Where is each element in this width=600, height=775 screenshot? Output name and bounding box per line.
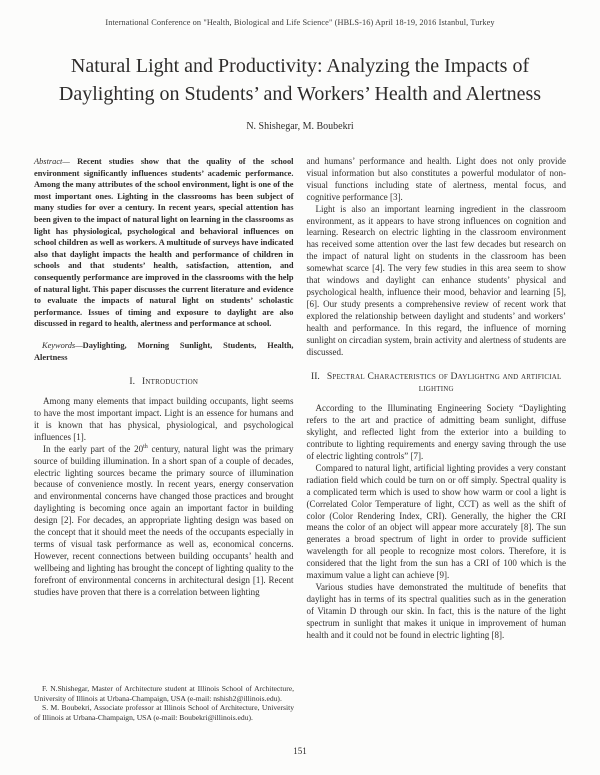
- keywords-text: Daylighting, Morning Sunlight, Students, Health, Alertness: [34, 340, 294, 362]
- right-paragraph-4: Compared to natural light, artificial lighting provides a very constant radiation field which could be turn on or off simply. Spectral quality is a complicated term which is used to show how warm or cool a light is (Correlated Color Temperature of light, CCT) as well as the shift of color (Color Rendering Index, CRI). Generally, the higher the CRI means the color of an object will appear more accurately [8]. The sun generates a broad spectrum of light in order to provide sufficient wavelength for all people to recognize most colors. Therefore, it is considered that the light from the sun has a CRI of 100 which is the maximum value a light can achieve [9].: [306, 462, 566, 581]
- abstract-label: Abstract—: [34, 157, 78, 166]
- intro-paragraph-2: [34, 444, 294, 599]
- abstract-paragraph: [34, 156, 294, 330]
- right-paragraph-2: Light is also an important learning ingredient in the classroom environment, as it appears to have strong influences on cognition and learning. Research on electric lighting in the classroom environment has received some attention over the last few decades but research on the impact of natural light on students in the classroom has been somewhat scarce [4]. The very few studies in this area seem to show that windows and daylight can enhance students’ physical and psychological health, influence their mood, behavior and learning [5], [6]. Our study presents a comprehensive review of recent work that explored the relationship between daylight and students’ and workers’ health and performance. In this regard, the influence of morning sunlight on circadian system, brain activity and alertness of students are discussed.: [306, 203, 566, 357]
- intro-paragraph-2-post: century, natural light was the primary source of building illumination. In a short span of a couple of decades, electric lighting sources became the primary source of illumination because of convenience mostly. In recent years, energy conservation and environmental concerns have changed those practices and brought daylighting is becoming once again an important factor in building design [2]. For decades, an appropriate lighting design was based on the concept that it should meet the needs of the occupants especially in terms of visual task performance as well as, economical concerns. However, recent connections between building occupants’ health and wellbeing and lighting has brought the concept of lighting quality to the forefront of environmental concerns in architectural design [1]. Recent studies have proven that there is a correlation between lighting: [34, 443, 294, 597]
- left-column: [34, 156, 294, 642]
- section-title-spectral: Spectral Characteristics of Daylightng and artificial lighting: [326, 371, 562, 395]
- footnote-block: [34, 684, 294, 723]
- footnote-author-2: S. M. Boubekri, Associate professor at Illinois School of Architecture, University of Illinois at Urbana-Champaign, USA (e-mail: Boubekri@illinois.edu).: [34, 703, 294, 723]
- two-column-body: [0, 156, 600, 642]
- footnote-author-1: F. N.Shishegar, Master of Architecture student at Illinois School of Architecture, University of Illinois at Urbana-Champaign, USA (e-mail: nshish2@illinois.edu).: [34, 684, 294, 703]
- section-heading-spectral: [307, 371, 567, 395]
- abstract-text: Recent studies show that the quality of the school environment significantly influences students’ academic performance. Among the many attributes of the school environment, light is one of the most important ones. Lighting in the classrooms has been subject of many studies for over a century. In recent years, special attention has been given to the impact of natural light on learning in the classrooms as light has physiological, psychological and behavioral influences on school children as well as workers. A multitude of surveys have indicated also that daylight impacts the health and performance of children in schools and that students’ health, satisfaction, attention, and consequently performance are improved in the classrooms with the help of natural light. This paper discusses the current literature and evidence to evaluate the impacts of natural light on students’ scholastic performance. Issues of timing and exposure to daylight are also discussed in regard to health, alertness and performance at school.: [34, 157, 294, 329]
- section-title-intro: Introduction: [141, 376, 199, 388]
- intro-paragraph-1: Among many elements that impact building occupants, light seems to have the most important impact. Light is an essence for humans and it is known that has physical, physiological, and psychological influences [1].: [34, 396, 294, 442]
- intro-paragraph-2-pre: In the early part of the 20: [43, 443, 144, 454]
- right-paragraph-3: According to the Illuminating Engineering Society “Daylighting refers to the art and practice of admitting beam sunlight, diffuse skylight, and reflected light from the exterior into a building to contribute to lighting requirements and energy saving through the use of electric lighting controls” [7].: [306, 403, 566, 462]
- section-number-intro: I.: [129, 376, 135, 388]
- keywords-paragraph: [34, 340, 294, 363]
- section-number-spectral: II.: [311, 371, 320, 383]
- right-paragraph-1: and humans’ performance and health. Light does not only provide visual information but also constitutes a powerful modulator of non-visual functions including state of alertness, mental focus, and cognitive performance [3].: [306, 156, 566, 202]
- authors-line: N. Shishegar, M. Boubekri: [246, 121, 354, 132]
- page-number: 151: [293, 746, 307, 756]
- ordinal-superscript: th: [143, 443, 148, 450]
- section-heading-introduction: [34, 376, 294, 388]
- right-column: [307, 156, 567, 642]
- paper-title: Natural Light and Productivity: Analyzing the Impacts of Daylighting on Students’ and Workers’ Health and Alertness: [58, 55, 542, 105]
- right-paragraph-5: Various studies have demonstrated the multitude of benefits that daylight has in terms of its spectral qualities such as in the generation of Vitamin D through our skin. In fact, this is the nature of the light spectrum in sunlight that makes it unique in improvement of human health and it could not be found in electric lighting [8].: [306, 582, 566, 640]
- conference-header: International Conference on "Health, Biological and Life Science" (HBLS-16) April 18-19, 2016 Istanbul, Turkey: [105, 18, 495, 27]
- keywords-label: Keywords—: [42, 340, 83, 350]
